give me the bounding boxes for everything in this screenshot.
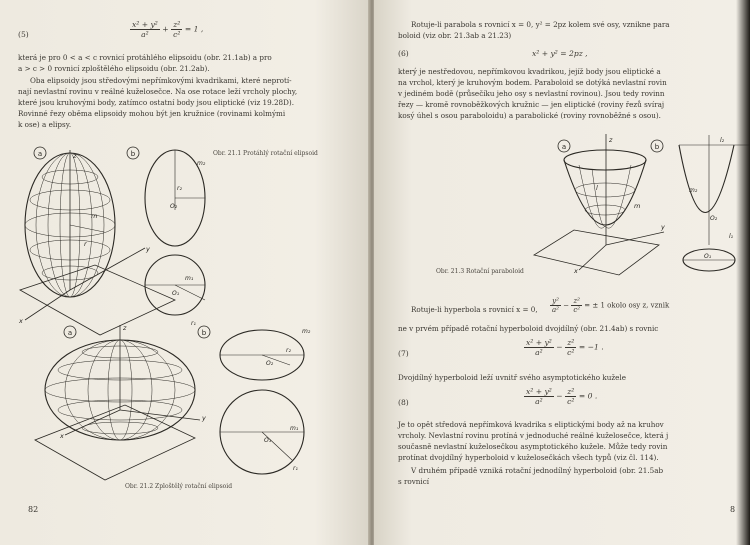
fig2-label-b: b (201, 329, 207, 337)
right-para3-a: Rotuje-li hyperbola s rovnicí x = 0, (411, 305, 538, 314)
fig2-z-axis: z (123, 324, 127, 332)
left-para2-line5: k ose) a elipsy. (18, 120, 72, 129)
figure-21-1 (0, 140, 370, 330)
left-para1-line1: která je pro 0 < a < c rovnicí protáhlého elipsoidu (obr. 21.1ab) a pro (18, 53, 272, 62)
fig2-o1: O₁ (264, 437, 272, 444)
right-para1-line1: Rotuje-li parabola s rovnicí x = 0, y² = 2pz kolem své osy, vznikne para (411, 20, 670, 29)
eq5: $\frac{\text{x² + y²}}{\text{a²}}$ + $\frac{\text{z²}}{\text{c²}}$ = 1 , (132, 20, 204, 39)
fig3-o1: O₁ (704, 253, 712, 260)
fig3-l1: l₁ (729, 233, 734, 240)
fig1-m1: m₁ (185, 275, 194, 282)
fig1-m: m (91, 212, 98, 220)
fig1-label-b: b (130, 150, 136, 158)
figure-21-3 (374, 130, 750, 280)
eq6-number: (6) (398, 49, 409, 58)
fig1-o1: O₁ (172, 290, 180, 297)
para3-den1: a² (552, 306, 559, 314)
eq6: x² + y² = 2pz , (532, 49, 588, 58)
fig3-l2: l₂ (720, 137, 725, 144)
para3-den2: c² (573, 306, 581, 314)
eq8-rhs: = 0 . (578, 391, 598, 401)
fig1-y-axis: y (146, 245, 150, 253)
fig3-label-b: b (654, 143, 660, 151)
right-para5-line1: Je to opět středová nepřímková kvadrika s eliptickými body až na kruhov (398, 420, 664, 429)
fig3-caption: Obr. 21.3 Rotační paraboloid (436, 268, 524, 275)
para3-num1: y² (550, 297, 561, 306)
eq8-num2: z² (565, 387, 576, 397)
eq8-num1: x² + y² (526, 387, 552, 396)
right-para5-line3: současně nevlastní kuželosečkou asymptotického kužele. Může tedy rovin (398, 442, 668, 451)
para3-num2: z² (571, 297, 582, 306)
fig3-x-axis: x (574, 267, 578, 275)
fig1-caption: Obr. 21.1 Protáhlý rotační elipsoid (213, 150, 318, 157)
left-page-number: 82 (28, 505, 39, 514)
right-para2-line2: na vrchol, který je kruhovým bodem. Paraboloid se dotýká nevlastní rovin (398, 78, 667, 87)
right-page-number: 8 (730, 505, 736, 514)
left-page (0, 0, 370, 545)
eq7-num2: z² (565, 338, 576, 348)
left-para1-line2: a > c > 0 rovnicí zploštělého elipsoidu (obr. 21.2ab). (18, 64, 210, 73)
figure-21-2 (0, 320, 370, 490)
right-para2-line3: v jediném bodě (průsečíku jeho osy s nevlastní rovinou). Jsou tedy rovinn (398, 89, 665, 98)
fig2-m1: m₁ (290, 425, 299, 432)
eq5-num2: z² (171, 20, 182, 30)
fig2-caption: Obr. 21.2 Zploštělý rotační elipsoid (125, 483, 233, 490)
fig2-y-axis: y (202, 414, 206, 422)
fig3-label-a: a (561, 143, 567, 151)
eq5-den1: a² (141, 30, 149, 39)
fig3-y-axis: y (661, 223, 665, 231)
fig1-z-axis: z (73, 152, 77, 160)
eq7-rhs: = −1 . (578, 342, 604, 352)
parabola-meridian (679, 145, 734, 213)
fig1-r2: r₂ (177, 185, 182, 192)
left-para2-line2: nají nevlastní rovinu v reálné kuželosečce. Na ose rotace leží vrcholy plochy, (18, 87, 298, 96)
right-edge-shadow (736, 0, 750, 545)
fig1-label-a: a (37, 150, 43, 158)
eq5-rhs: = 1 , (184, 24, 204, 34)
right-para1-line2: boloid (viz obr. 21.3ab a 21.23) (398, 31, 512, 40)
eq8-number: (8) (398, 398, 409, 407)
left-para2-line4: Rovinné řezy oběma elipsoidy mohou být jen kružnice (rovinami kolmými (18, 109, 286, 118)
para3-frac: $\frac{\text{y²}}{\text{a²}}$ − $\frac{\text{z²}}{\text{c²}}$ = ± 1 okolo osy z, vznik (552, 297, 670, 314)
fig1-o2: O₂ (170, 203, 178, 210)
fig3-l: l (596, 184, 598, 192)
fig2-o2: O₂ (266, 360, 274, 367)
fig2-r2: r₂ (286, 347, 291, 354)
eq7-number: (7) (398, 349, 409, 358)
eq8-den2: c² (567, 397, 575, 406)
fig1-m2: m₂ (197, 160, 206, 167)
eq7-num1: x² + y² (526, 338, 552, 347)
fig1-x-axis: x (19, 317, 23, 325)
fig2-m2: m₂ (302, 328, 311, 335)
right-para2-line4: řezy — kromě rovnoběžkových kružnic — jen eliptické (roviny řezů svíraj (398, 100, 665, 109)
fig2-x-axis: x (60, 432, 64, 440)
left-para2-line1: Oba elipsoidy jsou středovými nepřímkovými kvadrikami, které neprotí- (30, 76, 292, 85)
right-para2-line5: kosý úhel s osou paraboloidu) a parabolické (roviny rovnoběžné s osou). (398, 111, 661, 120)
right-para3-b: ne v prvém případě rotační hyperboloid dvojdílný (obr. 21.4ab) s rovnic (398, 324, 659, 333)
right-page (374, 0, 750, 545)
fig3-o2: O₂ (710, 215, 718, 222)
fig1-r: r (84, 240, 87, 248)
right-para4: Dvojdílný hyperboloid leží uvnitř svého asymptotického kužele (398, 373, 626, 382)
fig3-z-axis: z (609, 136, 613, 144)
fig3-m2: m₂ (689, 187, 698, 194)
right-para2-line1: který je nestředovou, nepřímkovou kvadrikou, jejíž body jsou eliptické a (398, 67, 661, 76)
fig2-label-a: a (67, 329, 73, 337)
eq8-den1: a² (535, 397, 543, 406)
base-plane-3 (534, 230, 659, 275)
eq5-number: (5) (18, 30, 29, 39)
para3-rhs: = ± 1 okolo osy z, vznik (584, 301, 670, 310)
right-para5-line4: protínat dvojdílný hyperboloid v kuželosečkách všech typů (viz čl. 114). (398, 453, 659, 462)
eq7-den2: c² (567, 348, 575, 357)
eq7: $\frac{\text{x² + y²}}{\text{a²}}$ − $\frac{\text{z²}}{\text{c²}}$ = −1 . (526, 338, 604, 357)
right-para6-line2: s rovnicí (398, 477, 430, 486)
eq7-den1: a² (535, 348, 543, 357)
fig1-r1: r₁ (191, 320, 196, 327)
left-para2-line3: které jsou kruhovými body, zatímco ostatní body jsou eliptické (viz 19.28D). (18, 98, 294, 107)
fig3-m: m (634, 202, 641, 210)
eq5-den2: c² (173, 30, 181, 39)
right-para5-line2: vrcholy. Nevlastní rovinu protíná v jednoduché reálné kuželosečce, která j (398, 431, 669, 440)
right-para6-line1: V druhém případě vzniká rotační jednodílný hyperboloid (obr. 21.5ab (411, 466, 664, 475)
fig2-r1: r₁ (293, 465, 298, 472)
eq5-num1: x² + y² (132, 20, 158, 29)
eq8: $\frac{\text{x² + y²}}{\text{a²}}$ − $\frac{\text{z²}}{\text{c²}}$ = 0 . (526, 387, 598, 406)
